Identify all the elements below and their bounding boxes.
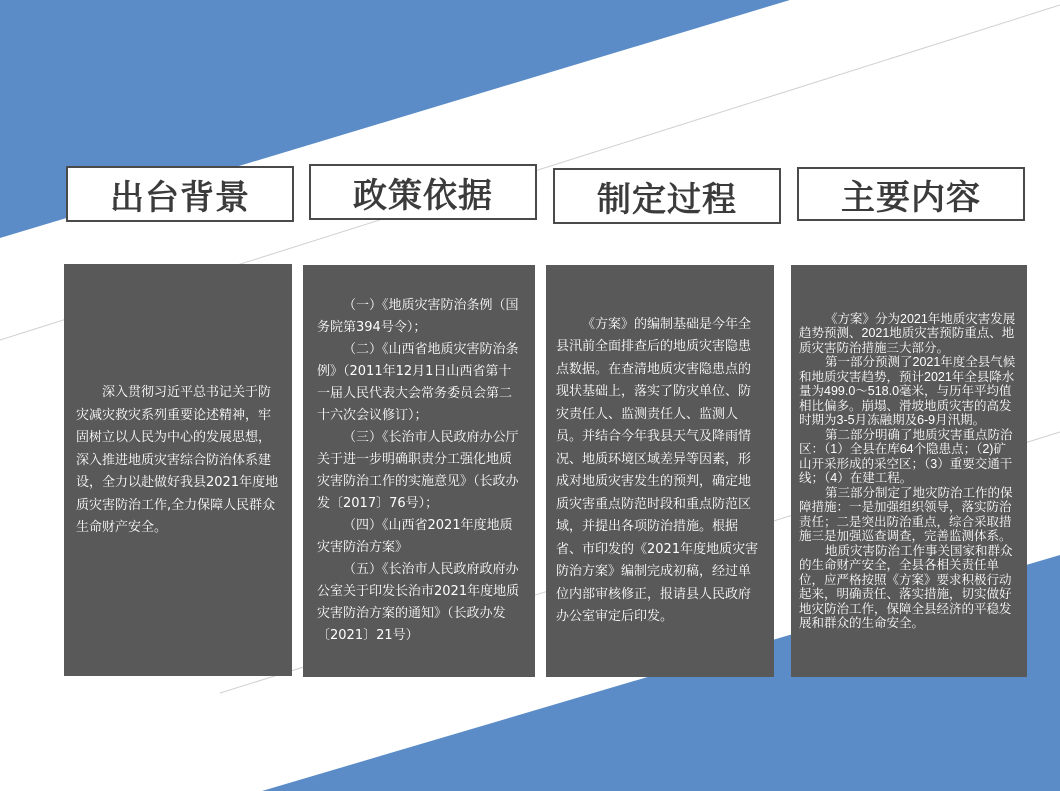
card-drafting-process (546, 265, 774, 677)
card-paragraph: 《方案》的编制基础是今年全县汛前全面排查后的地质灾害隐患点数据。在查清地质灾害隐患点的现状基础上，落实了防灾单位、防灾责任人、监测责任人、监测人员。并结合今年我县天气及降雨情况、地质环境区域差异等因素，形成对地质灾害发生的预判，确定地质灾害重点防范时段和重点防范区域，并提出各项防治措施。根据省、市印发的《2021年度地质灾害防治方案》编制完成初稿，经过单位内部审核修正，报请县人民政府办公室审定后印发。 (556, 316, 759, 624)
card-paragraph: 第三部分制定了地灾防治工作的保障措施：一是加强组织领导，落实防治责任；二是突出防治重点，综合采取措施三是加强巡查调查，完善监测体系。 (799, 485, 1013, 543)
card-paragraph: 《方案》分为2021年地质灾害发展趋势预测、2021地质灾害预防重点、地质灾害防治措施三大部分。 (799, 311, 1016, 355)
card-paragraph: 深入贯彻习近平总书记关于防灾减灾救灾系列重要论述精神，牢固树立以人民为中心的发展思想，深入推进地质灾害综合防治体系建设，全力以赴做好我县2021年度地质灾害防治工作,全力保障人民群众生命财产安全。 (76, 385, 279, 536)
heading-text: 主要内容 (841, 177, 981, 218)
heading-text: 制定过程 (597, 179, 737, 220)
heading-drafting-process (553, 168, 781, 224)
card-paragraph: 地质灾害防治工作事关国家和群众的生命财产安全，全县各相关责任单位，应严格按照《方案》要求积极行动起来，明确责任、落实措施，切实做好地灾防治工作，保障全县经济的平稳发展和群众的生命安全。 (799, 543, 1013, 630)
card-paragraph: 第二部分明确了地质灾害重点防治区：（1）全县在库64个隐患点；（2)矿山开采形成的采空区；（3）重要交通干线；（4）在建工程。 (799, 427, 1013, 485)
card-main-content (791, 265, 1027, 677)
card-paragraph: （五）《长治市人民政府政府办公室关于印发长治市2021年度地质灾害防治方案的通知》（长政办发〔2021〕21号） (317, 562, 520, 643)
card-policy-basis (303, 265, 535, 677)
heading-text: 政策依据 (353, 175, 493, 216)
heading-policy-basis (309, 164, 537, 220)
heading-text: 出台背景 (110, 177, 250, 218)
card-paragraph: （三）《长治市人民政府办公厅关于进一步明确职责分工强化地质灾害防治工作的实施意见》（长政办发〔2017〕76号）； (317, 430, 519, 511)
card-paragraph: （四）《山西省2021年度地质灾害防治方案》 (317, 518, 513, 555)
card-paragraph: 第一部分预测了2021年度全县气候和地质灾害趋势，预计2021年全县降水量为499.0～518.0毫米，与历年平均值相比偏多。崩塌、滑坡地质灾害的高发时期为3-5月冻融期及6-9月汛期。 (799, 355, 1016, 427)
card-paragraph: （一）《地质灾害防治条例（国务院第394号令）； (317, 298, 519, 335)
heading-background (66, 166, 294, 222)
heading-main-content (797, 167, 1025, 221)
card-background (64, 264, 292, 676)
card-paragraph: （二）《山西省地质灾害防治条例》（2011年12月1日山西省第十一届人民代表大会常务委员会第二十六次会议修订）； (317, 342, 519, 423)
